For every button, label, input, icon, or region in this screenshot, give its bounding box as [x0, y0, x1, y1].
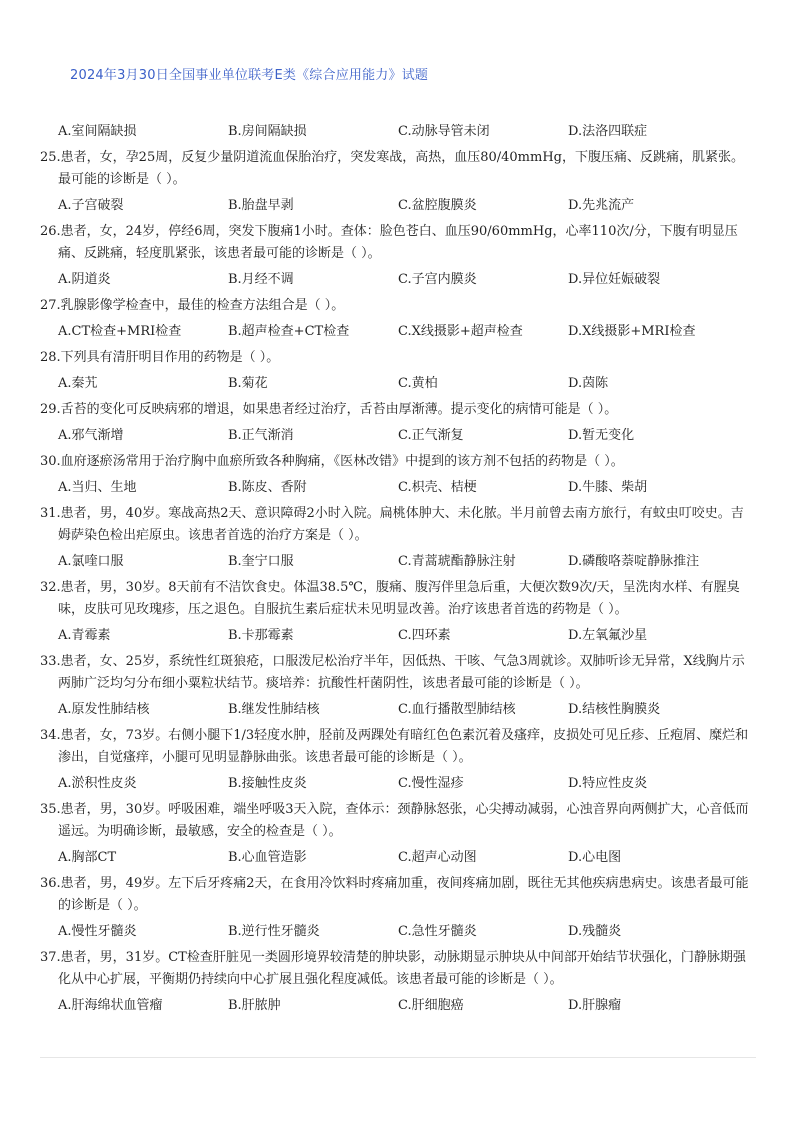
option-d: D.茵陈: [568, 376, 609, 391]
question-stem: 34.患者，女，73岁。右侧小腿下1/3轻度水肿，胫前及两踝处有暗红色色素沉着及瘙痒，皮损处可见丘疹、丘疱屑、糜烂和渗出，自觉瘙痒，小腿可见明显静脉曲张。该患者最可能的诊断是（ ）。: [40, 728, 749, 765]
option-c: C.肝细胞癌: [398, 998, 464, 1013]
question-stem: 33.患者，女、25岁，系统性红斑狼疮，口服泼尼松治疗半年，因低热、干咳、气急3周就诊。双肺听诊无异常，X线胸片示两肺广泛均匀分布细小粟粒状结节。痰培养：抗酸性杆菌阴性，该患者最可能的诊断是（ ）。: [40, 654, 745, 691]
question-stem: 27.乳腺影像学检查中，最佳的检查方法组合是（ ）。: [40, 298, 345, 313]
document-header-title: 2024年3月30日全国事业单位联考E类《综合应用能力》试题: [70, 68, 429, 83]
option-a: A.淤积性皮炎: [58, 776, 137, 791]
option-row: [40, 772, 756, 796]
question-item: [40, 147, 756, 218]
option-a: A.阴道炎: [58, 272, 111, 287]
option-d: D.左氧氟沙星: [568, 628, 648, 643]
option-d: D.牛膝、柴胡: [568, 480, 648, 495]
option-a: A.室间隔缺损: [58, 124, 137, 139]
question-item: [40, 799, 756, 870]
option-a: A.当归、生地: [58, 480, 137, 495]
option-c: C.盆腔腹膜炎: [398, 198, 477, 213]
option-row: [40, 120, 756, 144]
option-row: [40, 846, 756, 870]
option-a: A.肝海绵状血管瘤: [58, 998, 163, 1013]
question-stem: 25.患者，女，孕25周，反复少量阴道流血保胎治疗，突发寒战，高热，血压80/40mmHg，下腹压痛、反跳痛，肌紧张。最可能的诊断是（ ）。: [40, 150, 744, 187]
option-b: B.超声检查+CT检查: [228, 324, 350, 339]
question-stem: 35.患者，男，30岁。呼吸困难，端坐呼吸3天入院，查体示：颈静脉怒张，心尖搏动减弱，心浊音界向两侧扩大，心音低而遥远。为明确诊断，最敏感，安全的检查是（ ）。: [40, 802, 749, 839]
option-c: C.动脉导管未闭: [398, 124, 490, 139]
option-a: A.秦艽: [58, 376, 98, 391]
option-a: A.氯喹口服: [58, 554, 124, 569]
option-b: B.心血管造影: [228, 850, 307, 865]
option-row: [40, 698, 756, 722]
option-c: C.四环素: [398, 628, 451, 643]
option-d: D.特应性皮炎: [568, 776, 648, 791]
option-row: [40, 476, 756, 500]
option-d: D.X线摄影+MRI检查: [568, 324, 696, 339]
question-item: [40, 947, 756, 1018]
option-row: [40, 550, 756, 574]
question-item: [40, 221, 756, 292]
option-row: [40, 994, 756, 1018]
question-stem: 28.下列具有清肝明目作用的药物是（ ）。: [40, 350, 280, 365]
question-stem: 36.患者，男，49岁。左下后牙疼痛2天，在食用冷饮料时疼痛加重，夜间疼痛加剧，既往无其他疾病患病史。该患者最可能的诊断是（ ）。: [40, 876, 749, 913]
question-item: [40, 295, 756, 344]
option-c: C.青蒿琥酯静脉注射: [398, 554, 516, 569]
option-row: [40, 372, 756, 396]
option-b: B.陈皮、香附: [228, 480, 307, 495]
question-stem: 31.患者，男，40岁。寒战高热2天、意识障碍2小时入院。扁桃体肿大、未化脓。半月前曾去南方旅行，有蚊虫叮咬史。吉姆萨染色检出疟原虫。该患者首选的治疗方案是（ ）。: [40, 506, 744, 543]
option-b: B.卡那霉素: [228, 628, 294, 643]
option-d: D.暂无变化: [568, 428, 635, 443]
question-stem: 26.患者，女，24岁，停经6周，突发下腹痛1小时。查体：脸色苍白、血压90/60mmHg，心率110次/分，下腹有明显压痛、反跳痛，轻度肌紧张，该患者最可能的诊断是（ ）。: [40, 224, 738, 261]
option-b: B.胎盘早剥: [228, 198, 294, 213]
option-c: C.超声心动图: [398, 850, 477, 865]
option-c: C.子宫内膜炎: [398, 272, 477, 287]
option-b: B.房间隔缺损: [228, 124, 307, 139]
question-item: [40, 873, 756, 944]
option-b: B.菊花: [228, 376, 268, 391]
option-c: C.慢性湿疹: [398, 776, 464, 791]
question-item: [40, 725, 756, 796]
option-b: B.继发性肺结核: [228, 702, 320, 717]
option-d: D.异位妊娠破裂: [568, 272, 661, 287]
option-a: A.CT检查+MRI检查: [58, 324, 182, 339]
option-c: C.枳壳、桔梗: [398, 480, 477, 495]
option-d: D.肝腺瘤: [568, 998, 622, 1013]
option-a: A.青霉素: [58, 628, 111, 643]
question-item: [40, 347, 756, 396]
question-item: [40, 399, 756, 448]
option-row: [40, 320, 756, 344]
option-b: B.肝脓肿: [228, 998, 281, 1013]
option-d: D.先兆流产: [568, 198, 635, 213]
option-row: [40, 920, 756, 944]
question-stem: 30.血府逐瘀汤常用于治疗胸中血瘀所致各种胸痛，《医林改错》中提到的该方剂不包括的药物是（ ）。: [40, 454, 624, 469]
footer-divider: [40, 1057, 756, 1058]
option-c: C.正气渐复: [398, 428, 464, 443]
option-b: B.接触性皮炎: [228, 776, 307, 791]
option-a: A.胸部CT: [58, 850, 117, 865]
option-row: [40, 194, 756, 218]
option-a: A.慢性牙髓炎: [58, 924, 137, 939]
question-item: [40, 503, 756, 574]
option-row: [40, 424, 756, 448]
option-d: D.法洛四联症: [568, 124, 648, 139]
option-d: D.结核性胸膜炎: [568, 702, 661, 717]
option-b: B.月经不调: [228, 272, 294, 287]
option-c: C.血行播散型肺结核: [398, 702, 516, 717]
option-d: D.心电图: [568, 850, 622, 865]
option-d: D.磷酸咯萘啶静脉推注: [568, 554, 700, 569]
option-c: C.黄柏: [398, 376, 438, 391]
question-list: [40, 120, 756, 1021]
question-stem: 37.患者，男，31岁。CT检查肝脏见一类圆形境界较清楚的肿块影，动脉期显示肿块从中间部开始结节状强化，门静脉期强化从中心扩展，平衡期仍持续向中心扩展且强化程度减低。该患者最可能的诊断是（ ）。: [40, 950, 746, 987]
question-stem: 32.患者，男，30岁。8天前有不洁饮食史。体温38.5℃，腹痛、腹泻伴里急后重，大便次数9次/天，呈洗肉水样、有腥臭味，皮肤可见玫瑰疹，压之退色。自服抗生素后症状未见明显改善。治疗该患者首选的药物是（ ）。: [40, 580, 740, 617]
option-c: C.急性牙髓炎: [398, 924, 477, 939]
question-item: [40, 651, 756, 722]
option-row: [40, 268, 756, 292]
option-d: D.残髓炎: [568, 924, 622, 939]
option-c: C.X线摄影+超声检查: [398, 324, 523, 339]
option-b: B.逆行性牙髓炎: [228, 924, 320, 939]
option-a: A.子宫破裂: [58, 198, 124, 213]
option-b: B.奎宁口服: [228, 554, 294, 569]
option-row: [40, 624, 756, 648]
option-a: A.邪气渐增: [58, 428, 124, 443]
question-item: [40, 451, 756, 500]
question-item: [40, 577, 756, 648]
question-stem: 29.舌苔的变化可反映病邪的增退，如果患者经过治疗，舌苔由厚渐薄。提示变化的病情可能是（ ）。: [40, 402, 618, 417]
option-b: B.正气渐消: [228, 428, 294, 443]
option-a: A.原发性肺结核: [58, 702, 150, 717]
